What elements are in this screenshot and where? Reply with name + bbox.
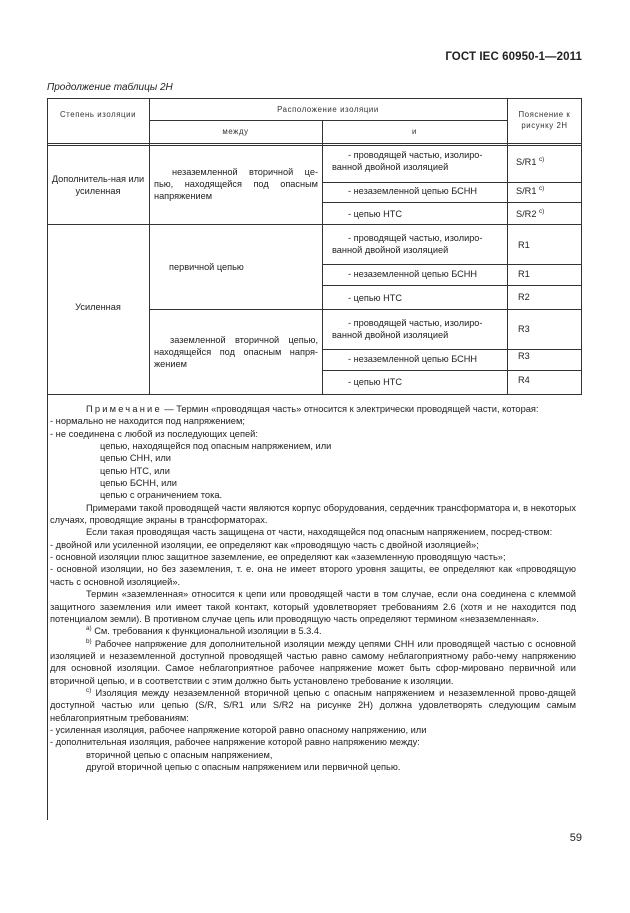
ref-cell: R3 — [518, 324, 530, 334]
and-cell: - проводящей частью, изолиро-ванной двойной изоляцией — [332, 233, 483, 255]
ref-cell: R1 — [518, 269, 530, 279]
note-line: - двойной или усиленной изоляции, ее определяют как «проводящую часть с двойной изоляцией»; — [50, 539, 479, 550]
note-line: цепью СНН, или — [100, 453, 171, 464]
page-number: 59 — [569, 832, 582, 844]
note-line: вторичной цепью с опасным напряжением, — [86, 749, 273, 760]
footnote-b: $^{b)}$ Рабочее напряжение для дополнительной изоляции между цепями СНН или проводящей частью с основной изоляцией и незаземленной доступной проводящей частью равно самому неблагоприятному рабо-чему напряжению для основной изоляции. Самое неблагоприятное рабочее напряжение может быть сфор-мировано первичной или вторичной цепью, и в соответствии с этим должно быть установлено требование к изоляции. — [50, 637, 576, 686]
note-paragraph: Термин «заземленная» относится к цепи или проводящей части в том случае, если она соединена с клеммой защитного заземления или имеет такой контакт, который удовлетворяет требованиям 2.6 (хотя и не находится под потенциалом земли). В противном случае цепь или проводящую часть определяют термином «незаземленная». — [50, 589, 576, 624]
ref-cell: S/R1 $^{c)}$ — [516, 155, 545, 167]
note-line: цепью НТС, или — [100, 465, 170, 476]
and-cell: - проводящей частью, изолиро-ванной двойной изоляцией — [332, 150, 483, 172]
standard-designation: ГОСТ IEC 60950-1—2011 — [445, 51, 582, 63]
table-note — [50, 403, 576, 773]
ref-cell: S/R1 $^{c)}$ — [516, 184, 545, 196]
ref-cell: R3 — [518, 351, 530, 361]
and-cell: - незаземленной цепью БСНН — [348, 354, 478, 364]
and-cell: - незаземленной цепью БСНН — [348, 186, 478, 196]
note-line: - усиленная изоляция, рабочее напряжение которой равно опасному напряжению, или — [50, 724, 427, 735]
note-paragraph: Если такая проводящая часть защищена от части, находящейся под опасным напряжением, посред-ством: — [86, 527, 553, 538]
footnote-c: $^{c)}$ Изоляция между незаземленной вторичной цепью с опасным напряжением и незаземленной прово-дящей доступной частью или цепью (S/R, S/R1 или S/R2 на рисунке 2Н) должна удовлетворять следующим самым неблагоприятным требованиям: — [50, 686, 576, 723]
header-between: между — [222, 127, 249, 136]
and-cell: - незаземленной цепью БСНН — [348, 269, 478, 279]
footnote-a: $^{a)}$ См. требования к функциональной изоляции в 5.3.4. — [86, 625, 322, 637]
ref-cell: R4 — [518, 375, 530, 385]
note-intro: Примечание — Термин «проводящая часть» относится к электрически проводящей части, которая: — [86, 404, 539, 414]
header-location: Расположение изоляции — [277, 105, 379, 114]
header-degree: Степень изоляции — [59, 110, 137, 119]
header-and: и — [412, 127, 417, 136]
between-cell: первичной цепью — [169, 262, 244, 272]
ref-cell: S/R2 $^{c)}$ — [516, 207, 545, 219]
table-continuation-caption: Продолжение таблицы 2Н — [47, 82, 173, 93]
note-line: - основной изоляции, но без заземления, т. е. она не имеет второго уровня защиты, ее определяют как «проводящую часть с основной изоляцией». — [50, 564, 576, 587]
note-line: цепью БСНН, или — [100, 478, 177, 489]
and-cell: - цепью НТС — [348, 209, 402, 219]
note-line: - основной изоляции плюс защитное заземление, ее определяют как «заземленную проводящую часть»; — [50, 552, 506, 563]
degree-cell: Усиленная — [75, 302, 121, 312]
note-line: - не соединена с любой из последующих цепей: — [50, 428, 258, 439]
note-paragraph: Примерами такой проводящей части являются корпус оборудования, сердечник трансформатора и, в некоторых случаях, проводящие экраны в трансформаторах. — [50, 502, 576, 526]
between-cell: незаземленной вторичной це-пью, находящейся под опасным напряжением — [154, 167, 318, 201]
and-cell: - цепью НТС — [348, 293, 402, 303]
note-line: - нормально не находится под напряжением; — [50, 416, 245, 427]
and-cell: - проводящей частью, изолиро-ванной двойной изоляцией — [332, 318, 483, 340]
degree-cell: Дополнитель-ная или усиленная — [51, 174, 145, 196]
note-line: другой вторичной цепью с опасным напряжением или первичной цепью. — [86, 761, 401, 772]
between-cell: заземленной вторичной цепью, находящейся под опасным напря-жением — [154, 335, 318, 369]
header-explain: Пояснение к рисунку 2Н — [518, 110, 571, 130]
and-cell: - цепью НТС — [348, 377, 402, 387]
ref-cell: R2 — [518, 292, 530, 302]
note-line: - дополнительная изоляция, рабочее напряжение которой равно напряжению между: — [50, 737, 420, 748]
note-line: цепью, находящейся под опасным напряжением, или — [100, 441, 332, 452]
ref-cell: R1 — [518, 240, 530, 250]
note-line: цепью с ограничением тока. — [100, 490, 223, 501]
